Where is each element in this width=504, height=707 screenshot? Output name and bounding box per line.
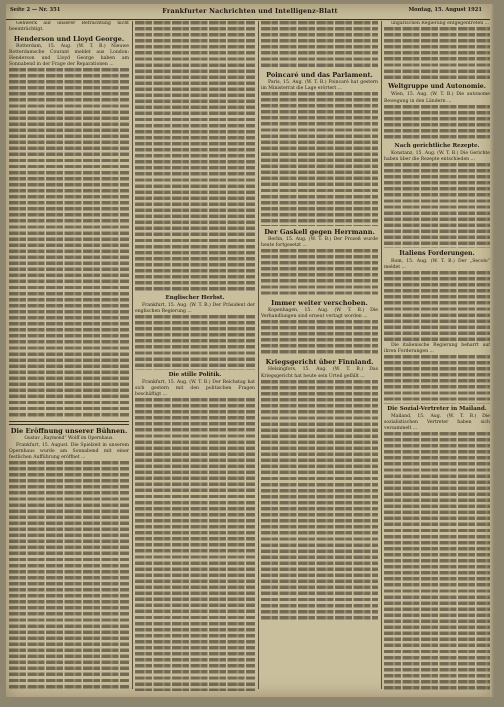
article-headline: Die stille Politik. (168, 371, 222, 378)
article-paragraph: Rom, 15. Aug. (W. T. B.) Der „Secolo“ meldet ... (384, 258, 490, 270)
article-body (135, 21, 255, 293)
article-headline: Poincaré und das Parlament. (266, 71, 373, 80)
article-headline: Nach gerichtliche Rezepte. (394, 142, 480, 149)
article-body (384, 27, 490, 81)
article-paragraph: Helsingfors, 15. Aug. (W. T. B.) Das Kriegsgericht hat heute sein Urteil gefällt ... (261, 367, 378, 379)
article-paragraph: Frankfurt, 15. Aug. (W. T. B.) Der Reichstag hat sich gestern mit den politischen Fragen beschäftigt ... (135, 379, 255, 397)
article-paragraph: Kopenhagen, 15. Aug. (W. T. B.) Die Verhandlungen sind erneut vertagt worden ... (261, 308, 378, 320)
article-body (9, 68, 129, 419)
article-body (261, 21, 378, 69)
article-headline: Henderson und Lloyd George. (13, 35, 125, 44)
article-body (261, 380, 378, 622)
article-headline: Kriegsgericht über Finnland. (265, 358, 374, 367)
column-4 (384, 21, 490, 691)
page-label: Seite 2 — Nr. 351 (10, 7, 61, 13)
article-body (135, 315, 255, 369)
column-rule (258, 21, 259, 689)
article-headline: Englischer Herbst. (165, 295, 225, 302)
section-divider (9, 421, 129, 425)
column-rule (132, 21, 133, 689)
article-paragraph: Frankfurt, 15. Aug. (W. T. B.) Der Präsident der englischen Regierung ... (135, 303, 255, 315)
article-body (9, 461, 129, 691)
article-body (384, 105, 490, 141)
article-body (384, 432, 490, 691)
article-paragraph: Konstanz, 15. Aug. (W. T. B.) Die Gerichte haben über die Rezepte entschieden ... (384, 150, 490, 162)
article-headline: Die Eröffnung unserer Bühnen. (10, 427, 128, 436)
article-paragraph: Frankfurt, 15. August. Die Spielzeit in unserem Opernhaus wurde am Sonnabend mit einer festlichen Aufführung eröffnet ... (9, 442, 129, 460)
article-headline: Italiens Forderungen. (399, 249, 475, 257)
article-body (261, 249, 378, 297)
article-body (261, 92, 378, 225)
article-paragraph: Mailand, 15. Aug. (W. T. B.) Die sozialistischen Vertreter haben sich versammelt ... (384, 413, 490, 431)
article-intro: Gehwerk auf unserer Betrachtung nicht beeinträchtigt. (9, 21, 129, 33)
article-body (261, 320, 378, 356)
article-paragraph: Die italienische Regierung beharrt auf ihren Forderungen ... (384, 343, 490, 355)
column-rule (381, 21, 382, 689)
article-paragraph: Paris, 15. Aug. (W. T. B.) Poincaré hat gestern im Ministerrat die Lage erörtert ... (261, 80, 378, 92)
article-intro: ungarischen Regierung entgegentreten ... (391, 21, 490, 26)
issue-date: Montag, 15. August 1921 (408, 7, 482, 13)
column-2 (135, 21, 255, 691)
article-paragraph: Berlin, 15. Aug. (W. T. B.) Der Prozeß wurde heute fortgesetzt ... (261, 236, 378, 248)
article-body (135, 398, 255, 691)
article-body (384, 163, 490, 248)
article-headline: Der Gaskell gegen Herrmann. (264, 227, 375, 236)
article-paragraph: Rotterdam, 15. Aug. (W. T. B.) Nieuwe Rotterdamsche Courant meldet aus London: Henderson und Lloyd George haben am Sonnabend in der Frage der Reparationen ... (9, 44, 129, 68)
newspaper-page (6, 4, 494, 697)
article-body (384, 271, 490, 344)
article-paragraph: Wien, 15. Aug. (W. T. B.) Die autonome Bewegung in den Ländern ... (384, 92, 490, 104)
column-1 (9, 21, 129, 691)
article-headline: Immer weiter verschoben. (271, 299, 368, 308)
article-body (384, 355, 490, 403)
page-header (6, 4, 494, 20)
masthead: Frankfurter Nachrichten und Intelligenz-Blatt (162, 7, 338, 15)
column-3 (261, 21, 378, 691)
page-edge (490, 4, 494, 697)
article-headline: Weltgruppe und Autonomie. (388, 83, 486, 91)
article-headline: Die Sozial-Vertreter in Mailand. (387, 405, 487, 412)
article-subheadline: Gustav „Raymond“ Wolff im Opernhaus. (24, 436, 114, 442)
